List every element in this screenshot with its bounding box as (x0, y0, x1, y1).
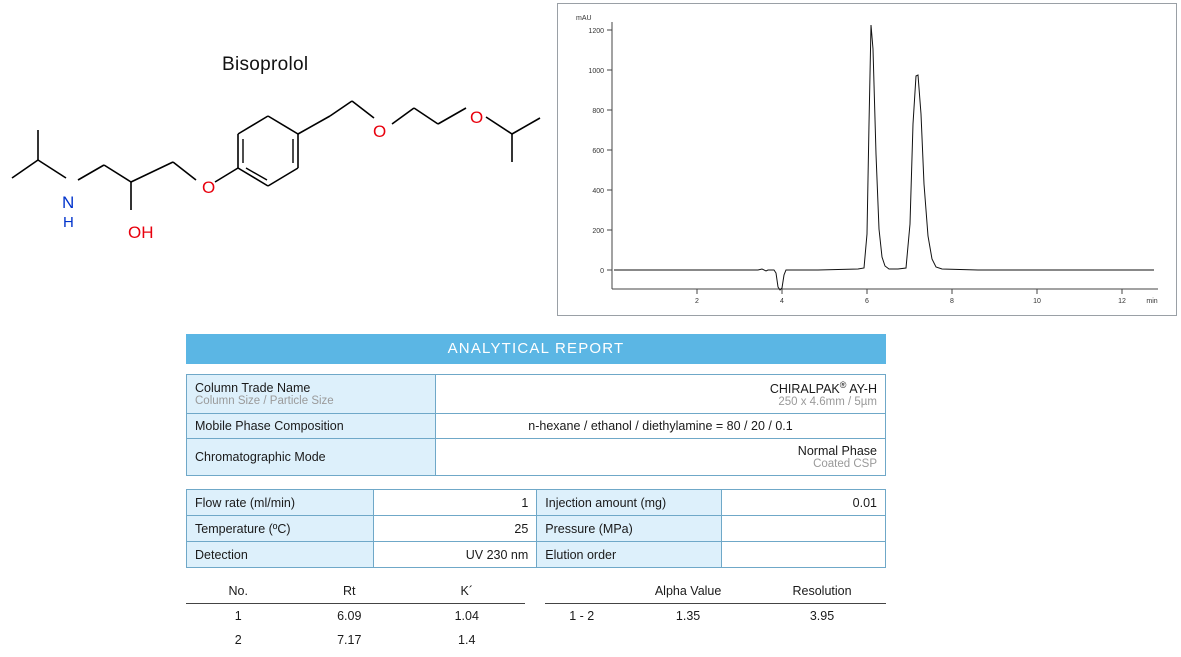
atom-label-o2: O (373, 122, 387, 141)
pressure-value (721, 516, 885, 542)
mode-value-text: Normal Phase (797, 444, 877, 459)
peak-2-no: 2 (234, 633, 242, 648)
results-tables (186, 581, 886, 652)
table-gap (525, 581, 545, 652)
alpha-header-resolution: Resolution (758, 581, 886, 604)
resolution-value: 3.95 (809, 609, 835, 624)
alpha-value: 1.35 (675, 609, 701, 624)
mobile-phase-label: Mobile Phase Composition (187, 414, 436, 439)
svg-text:400: 400 (592, 188, 604, 195)
alpha-table-cell (545, 581, 886, 652)
report-header: ANALYTICAL REPORT (186, 334, 886, 364)
atom-label-oh: OH (128, 223, 154, 242)
svg-text:600: 600 (592, 148, 604, 155)
column-size-value: 250 x 4.6mm / 5µm (778, 396, 877, 409)
table-row (186, 628, 525, 652)
svg-text:10: 10 (1033, 298, 1041, 305)
svg-text:1200: 1200 (588, 28, 604, 35)
peak-2-rt: 7.17 (337, 633, 362, 648)
mobile-phase-value: n-hexane / ethanol / diethylamine = 80 / 20 / 0.1 (436, 414, 886, 439)
injection-amount-value: 0.01 (721, 490, 885, 516)
detection-label: Detection (187, 542, 374, 568)
atom-label-n: N (62, 193, 75, 212)
trade-name-text: CHIRALPAK (769, 382, 840, 397)
peak-2-k: 1.4 (458, 633, 476, 648)
atom-label-o3: O (470, 108, 484, 127)
mode-value-sub: Coated CSP (813, 458, 877, 471)
chromatographic-mode-label: Chromatographic Mode (187, 439, 436, 476)
alpha-table (545, 581, 886, 628)
injection-amount-label: Injection amount (mg) (537, 490, 722, 516)
svg-text:200: 200 (592, 228, 604, 235)
table-row (187, 439, 886, 476)
svg-text:8: 8 (950, 298, 954, 305)
peak-1-k: 1.04 (454, 609, 479, 624)
column-info-table (186, 374, 886, 476)
alpha-header-value: Alpha Value (618, 581, 758, 604)
table-row (187, 490, 886, 516)
flow-rate-label: Flow rate (ml/min) (187, 490, 374, 516)
table-row (187, 516, 886, 542)
x-axis-label: min (1146, 298, 1158, 305)
column-name-value (436, 375, 886, 414)
table-row (186, 604, 525, 629)
column-trade-name-label: Column Trade Name (195, 381, 311, 396)
y-axis-label: mAU (576, 15, 592, 22)
detection-value: UV 230 nm (373, 542, 537, 568)
table-row (187, 414, 886, 439)
atom-label-o1: O (202, 178, 216, 197)
pressure-label: Pressure (MPa) (537, 516, 722, 542)
svg-text:12: 12 (1118, 298, 1126, 305)
column-trade-name-value (444, 380, 877, 396)
svg-text:0: 0 (600, 268, 604, 275)
flow-rate-value: 1 (373, 490, 537, 516)
chromatogram-panel (557, 3, 1177, 316)
temperature-label: Temperature (ºC) (187, 516, 374, 542)
elution-order-label: Elution order (537, 542, 722, 568)
molecule-panel (0, 0, 555, 320)
molecule-structure (0, 0, 555, 320)
column-name-label (187, 375, 436, 414)
table-row (187, 542, 886, 568)
temperature-value: 25 (373, 516, 537, 542)
svg-text:4: 4 (780, 298, 784, 305)
table-row (545, 604, 886, 629)
column-size-label: Column Size / Particle Size (195, 395, 334, 408)
peak-1-rt: 6.09 (337, 609, 362, 624)
molecule-name: Bisoprolol (222, 54, 309, 75)
chromatogram-plot (558, 4, 1176, 315)
atom-label-h: H (63, 214, 74, 231)
table-header-row (186, 581, 525, 604)
peak-table (186, 581, 525, 652)
table-header-row (545, 581, 886, 604)
chromatographic-mode-value (436, 439, 886, 476)
trade-name-suffix: AY-H (846, 382, 877, 397)
peak-header-k: K´ (408, 581, 526, 604)
peak-header-no: No. (186, 581, 291, 604)
parameters-table (186, 489, 886, 568)
alpha-pair: 1 - 2 (569, 609, 595, 624)
analytical-report (186, 334, 886, 652)
elution-order-value (721, 542, 885, 568)
svg-text:2: 2 (695, 298, 699, 305)
registered-mark: ® (839, 380, 847, 390)
svg-text:1000: 1000 (588, 68, 604, 75)
peak-header-rt: Rt (291, 581, 408, 604)
alpha-header-pair (545, 581, 618, 604)
table-row (187, 375, 886, 414)
peak-1-no: 1 (234, 609, 242, 624)
svg-text:800: 800 (592, 108, 604, 115)
peak-table-cell (186, 581, 525, 652)
svg-text:6: 6 (865, 298, 869, 305)
